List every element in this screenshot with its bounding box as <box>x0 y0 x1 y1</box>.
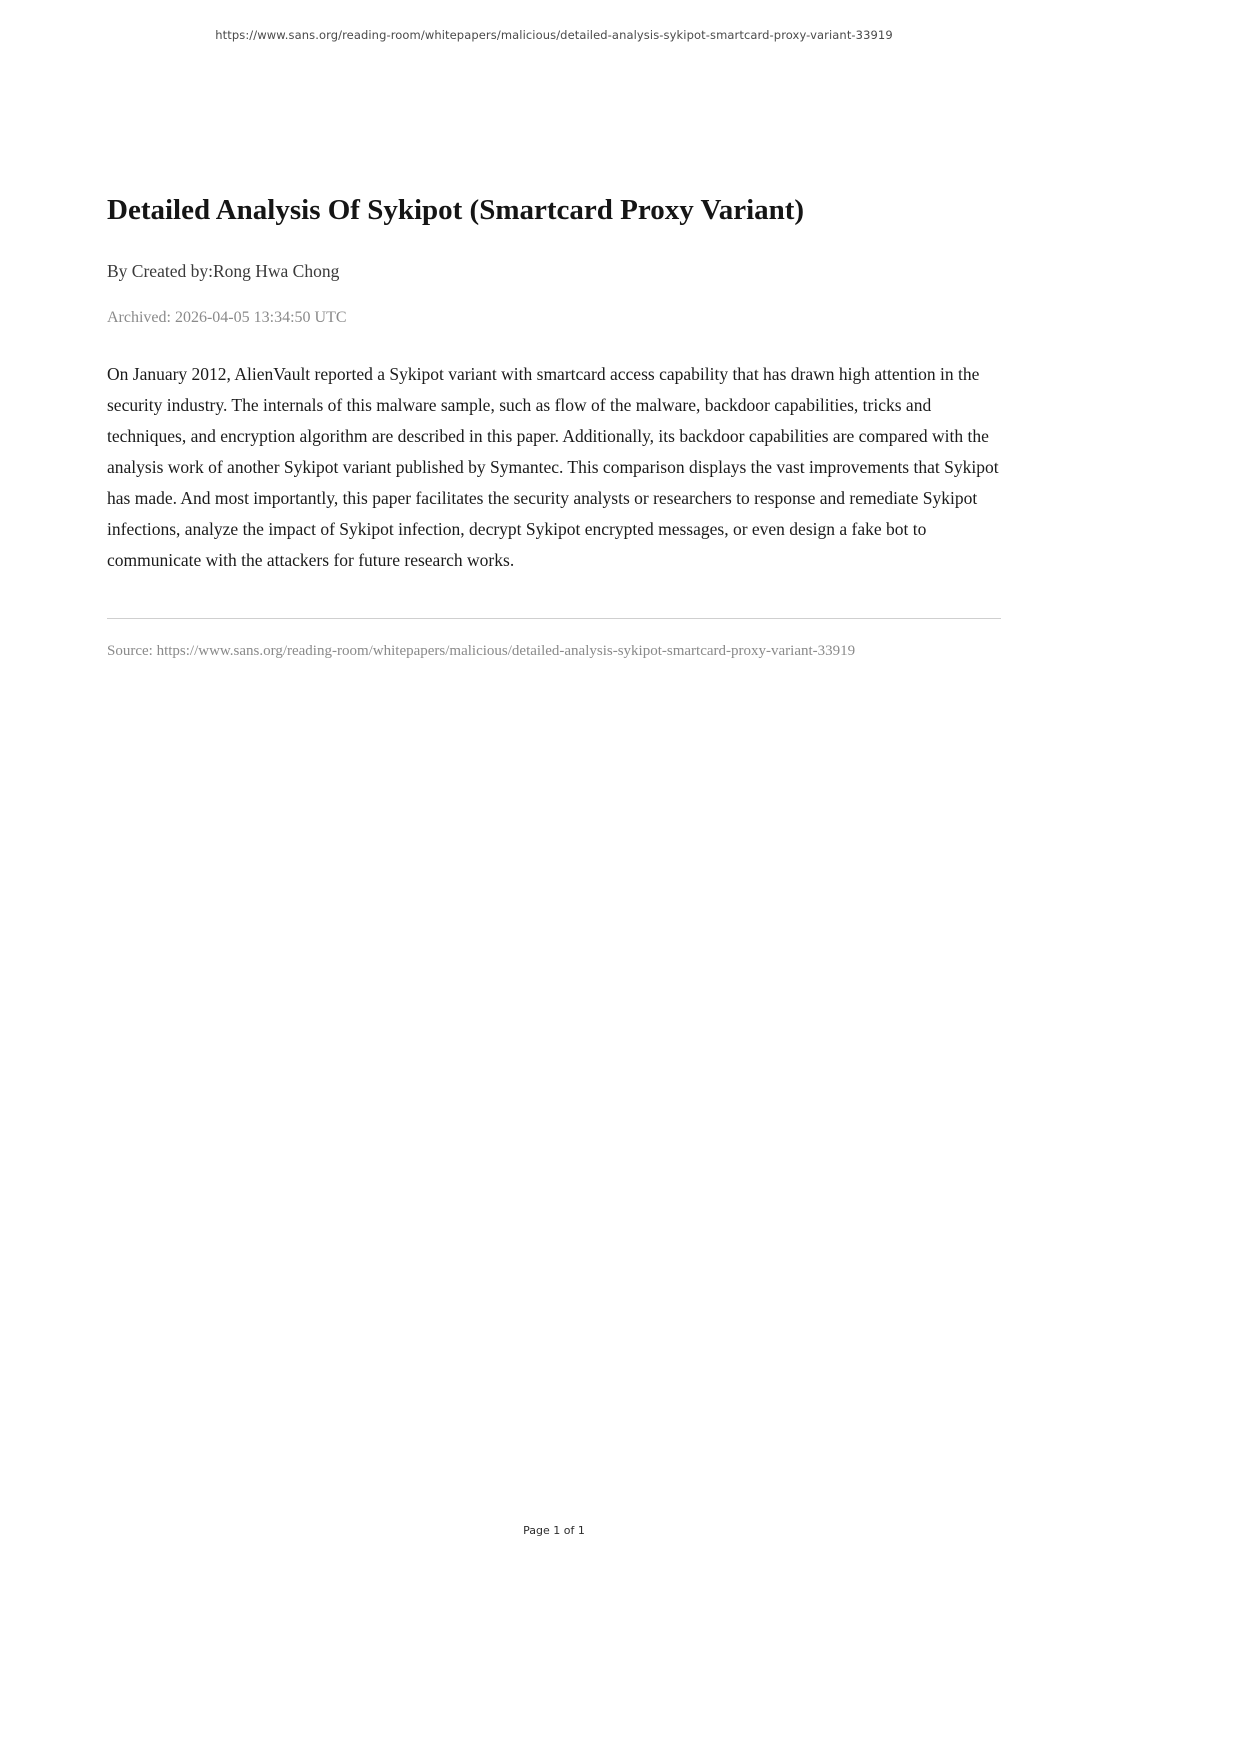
archived-timestamp: Archived: 2026-04-05 13:34:50 UTC <box>107 309 347 327</box>
author-byline: By Created by:Rong Hwa Chong <box>107 261 340 282</box>
page-number-label: Page 1 of 1 <box>523 1524 585 1537</box>
section-divider <box>107 618 1001 619</box>
page-title: Detailed Analysis Of Sykipot (Smartcard Proxy Variant) <box>107 194 805 226</box>
article-content <box>107 0 1001 660</box>
abstract-paragraph: On January 2012, AlienVault reported a Sykipot variant with smartcard access capability that has drawn high attention in the security industry. The internals of this malware sample, such as flow of the malware, backdoor capabilities, tricks and techniques, and encryption algorithm are described in this paper. Additionally, its backdoor capabilities are compared with the analysis work of another Sykipot variant published by Symantec. This comparison displays the vast improvements that Sykipot has made. And most importantly, this paper facilitates the security analysts or researchers to response and remediate Sykipot infections, analyze the impact of Sykipot infection, decrypt Sykipot encrypted messages, or even design a fake bot to communicate with the attackers for future research works. <box>107 364 999 571</box>
source-url: Source: https://www.sans.org/reading-room/whitepapers/malicious/detailed-analysis-sykipot-smartcard-proxy-variant-33919 <box>107 643 856 660</box>
print-header-url: https://www.sans.org/reading-room/whitepapers/malicious/detailed-analysis-sykipot-smartcard-proxy-variant-33919 <box>215 28 893 42</box>
